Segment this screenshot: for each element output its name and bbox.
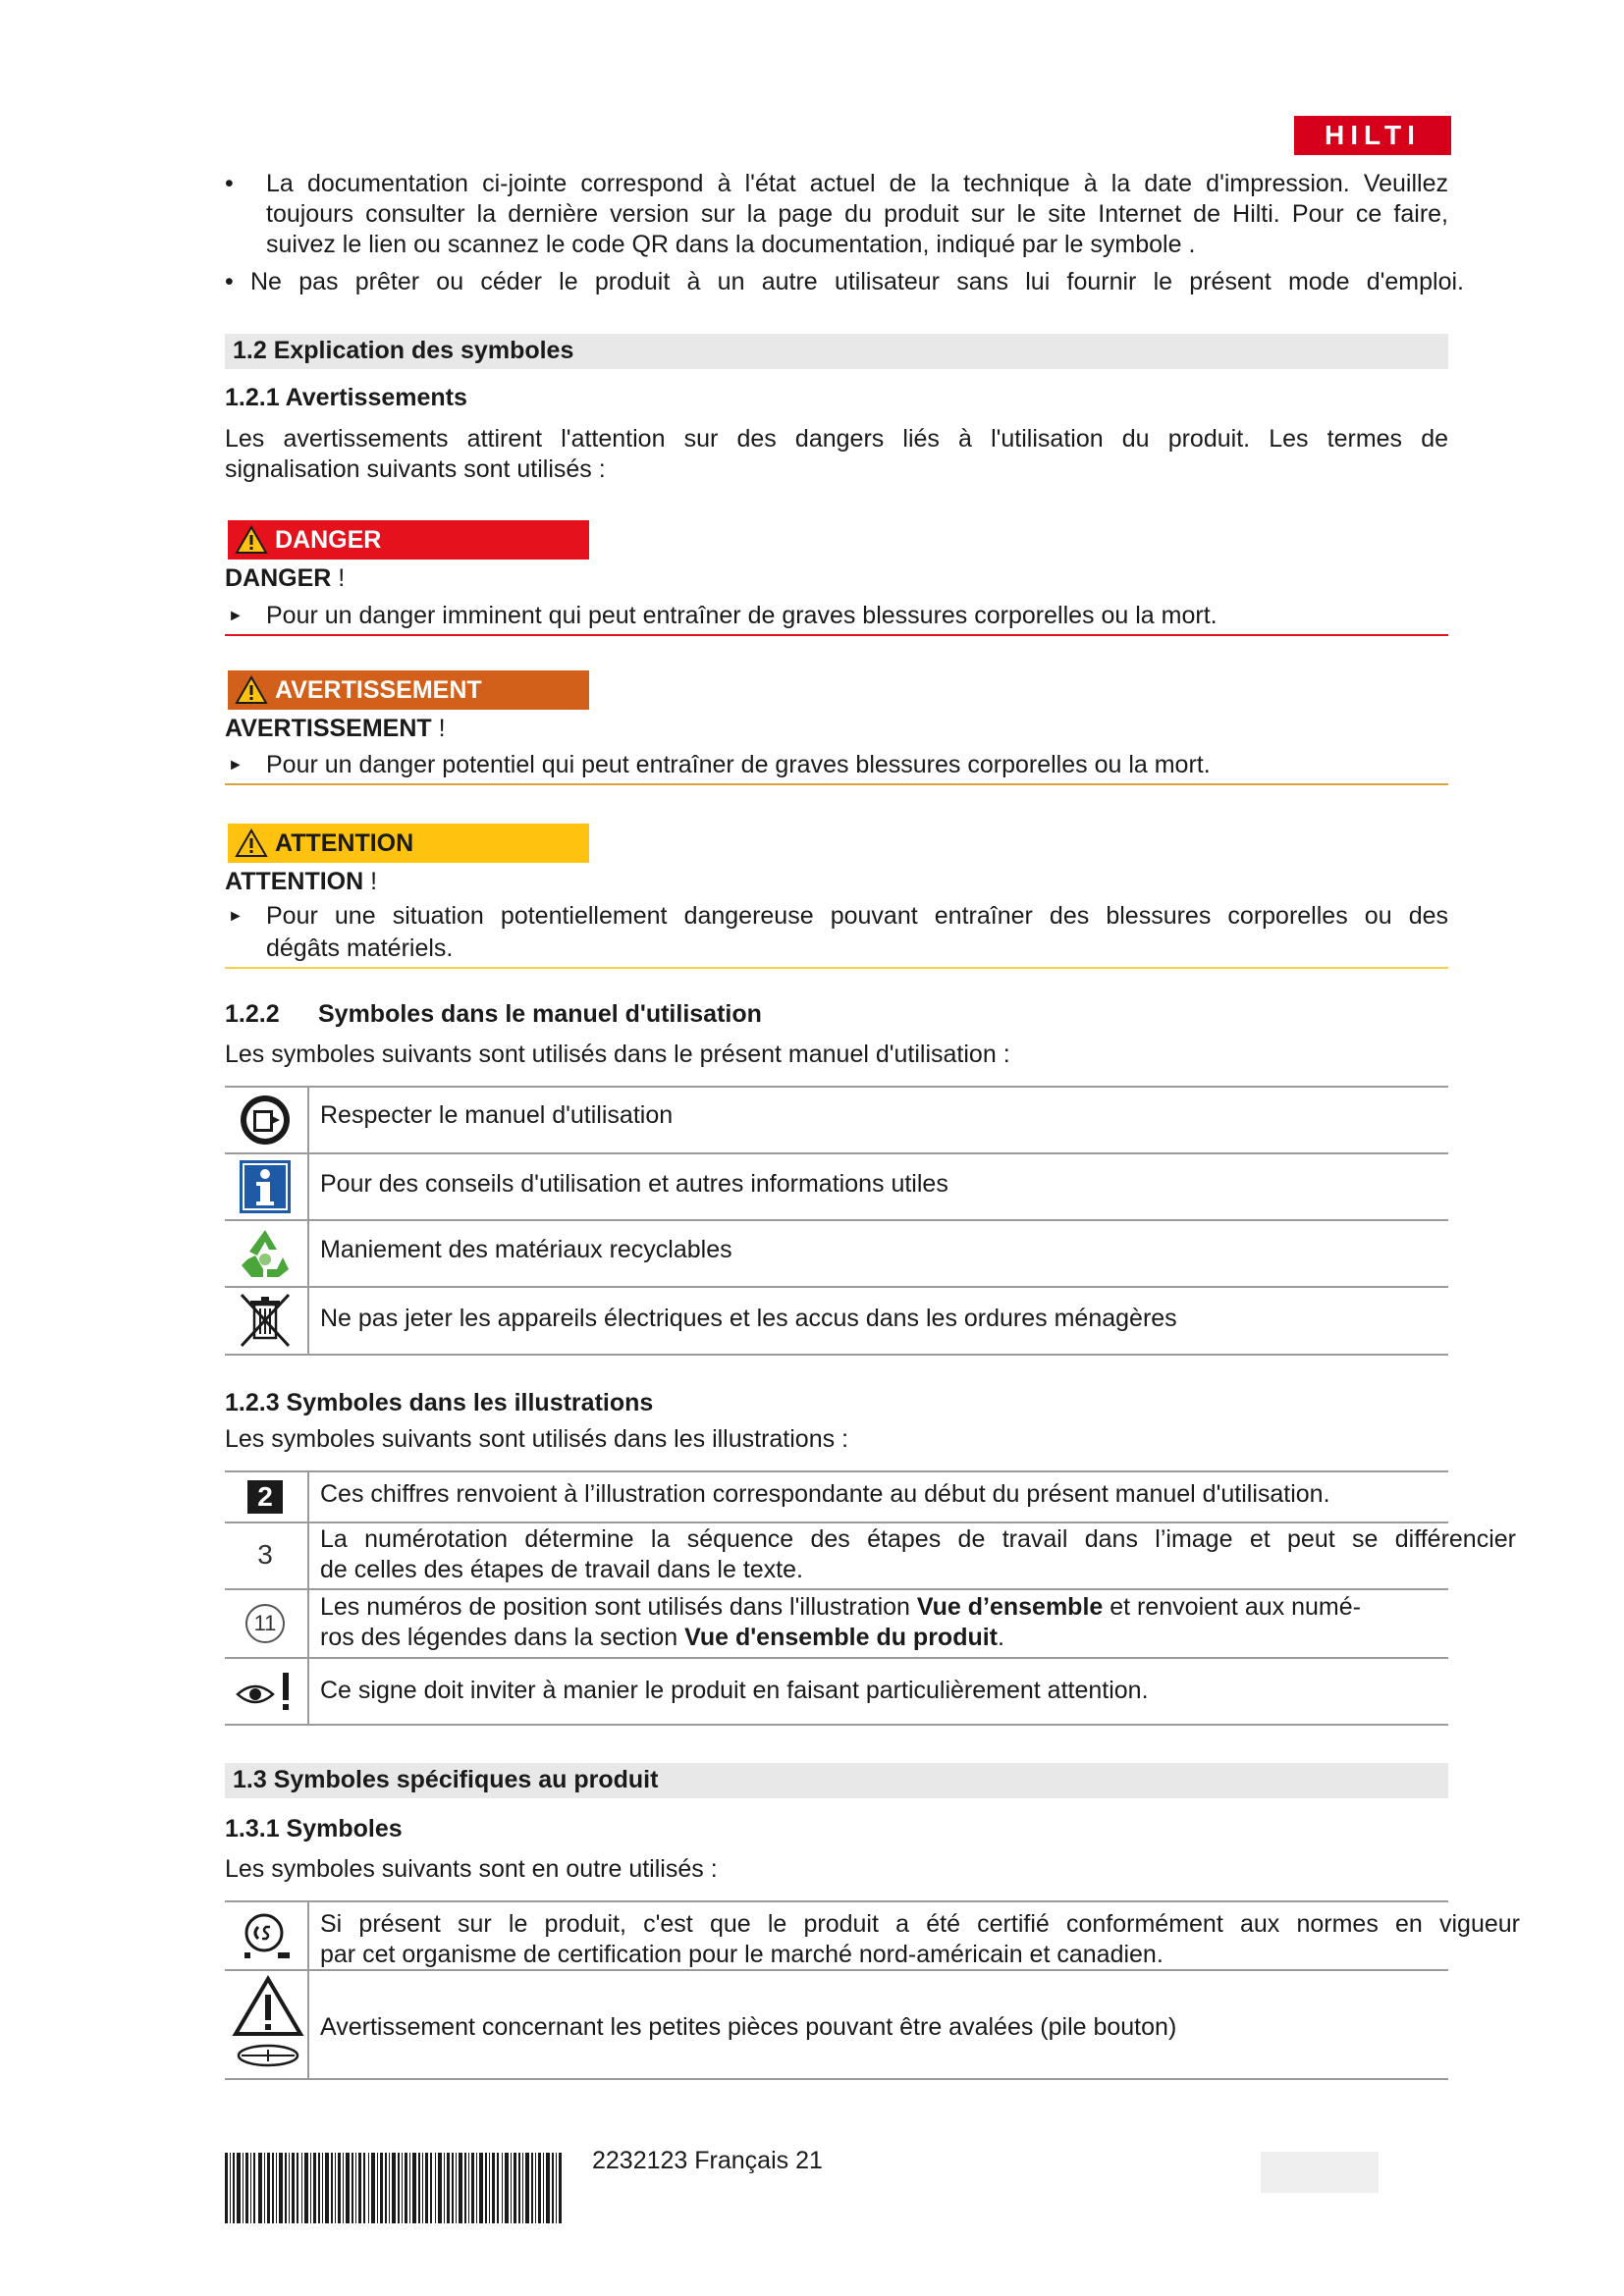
position-row-l2b: Vue d'ensemble du produit — [684, 1624, 999, 1651]
warning-desc: Pour un danger potentiel qui peut entraîner de graves blessures corporelles ou la mort. — [266, 751, 1211, 778]
csa-row-line2: par cet organisme de certification pour le marché nord-américain et canadien. — [320, 1941, 1164, 1968]
heading-1-2-1: 1.2.1 Avertissements — [225, 384, 467, 411]
manual-symbols-intro: Les symboles suivants sont utilisés dans le présent manuel d'utilisation : — [225, 1041, 1010, 1068]
warnings-intro-line1: Les avertissements attirent l'attention sur des dangers liés à l'utilisation du produit. Les termes de — [225, 425, 1448, 453]
manual-icon — [236, 1093, 295, 1148]
warning-triangle-icon — [228, 675, 275, 705]
table-rule — [225, 2078, 1448, 2080]
barcode — [225, 2153, 563, 2223]
table-rule — [225, 1286, 1448, 1288]
coin-cell-row-text: Avertissement concernant les petites pièces pouvant être avalées (pile bouton) — [320, 2013, 1177, 2041]
csa-icon — [240, 1908, 295, 1963]
position-row-line1 — [320, 1592, 1361, 1623]
warning-rule — [225, 783, 1448, 785]
caution-rule — [225, 967, 1448, 969]
manual-row-text: Respecter le manuel d'utilisation — [320, 1101, 674, 1129]
position-number-icon — [245, 1604, 285, 1643]
arrow-bullet-icon: ► — [228, 757, 244, 774]
caution-banner-label: ATTENTION — [275, 828, 414, 857]
caution-term-exclaim: ! — [363, 868, 378, 895]
table-column-divider — [307, 1470, 309, 1724]
warning-term — [225, 714, 446, 744]
table-rule — [225, 1588, 1448, 1590]
table-column-divider — [307, 1086, 309, 1354]
section-title-1-3: 1.3 Symboles spécifiques au produit — [233, 1766, 659, 1793]
info-icon — [236, 1158, 295, 1215]
warning-triangle-icon — [228, 828, 275, 858]
danger-desc: Pour un danger imminent qui peut entraîner de graves blessures corporelles ou la mort. — [266, 602, 1218, 629]
coin-cell-warning-icon — [232, 1975, 304, 2073]
figure-row-text: Ces chiffres renvoient à l’illustration correspondante au début du présent manuel d'utilisation. — [320, 1480, 1330, 1508]
table-column-divider — [307, 1900, 309, 2078]
position-row-l2a: ros des légendes dans la section — [320, 1624, 685, 1651]
position-number-glyph: 11 — [253, 1611, 277, 1635]
danger-term — [225, 563, 345, 594]
danger-banner-label: DANGER — [275, 525, 382, 554]
footer-page-number: 21 — [795, 2147, 823, 2174]
table-rule — [225, 1900, 1448, 1902]
caution-desc-line1: Pour une situation potentiellement dangereuse pouvant entraîner des blessures corporelles ou des — [266, 902, 1448, 930]
eye-attention-icon — [234, 1667, 298, 1716]
table-rule — [225, 1724, 1448, 1726]
warning-banner-label: AVERTISSEMENT — [275, 675, 482, 704]
table-rule — [225, 1086, 1448, 1088]
position-row-l1a: Les numéros de position sont utilisés dans l'illustration — [320, 1593, 917, 1621]
bin-row-text: Ne pas jeter les appareils électriques et les accus dans les ordures ménagères — [320, 1305, 1177, 1332]
position-row-l1b: Vue d’ensemble — [916, 1593, 1104, 1621]
danger-banner — [228, 520, 589, 560]
warning-banner — [228, 670, 589, 710]
recycle-row-text: Maniement des matériaux recyclables — [320, 1236, 732, 1263]
warning-triangle-icon — [228, 525, 275, 555]
step-number-icon — [247, 1537, 283, 1573]
warning-term-bold: AVERTISSEMENT — [225, 715, 432, 742]
section-title-1-2: 1.2 Explication des symboles — [233, 337, 574, 364]
danger-term-bold: DANGER — [225, 564, 332, 592]
intro-bullet1-line3: suivez le lien ou scannez le code QR dans la documentation, indiqué par le symbole . — [266, 231, 1196, 258]
intro-bullet1-line2: toujours consulter la dernière version sur la page du produit sur le site Internet de Hilti. Pour ce faire, — [266, 200, 1448, 228]
intro-bullet1-line1: La documentation ci-jointe correspond à l'état actuel de la technique à la date d'impression. Veuillez — [266, 170, 1448, 197]
step-row-line1: La numérotation détermine la séquence des étapes de travail dans l’image et peut se différencier — [320, 1525, 1516, 1553]
recycle-icon — [236, 1225, 295, 1282]
hilti-logo-text: HILTI — [1325, 120, 1421, 150]
section-bar-1-3 — [225, 1763, 1448, 1798]
danger-term-exclaim: ! — [331, 564, 346, 592]
heading-1-2-3: 1.2.3 Symboles dans les illustrations — [225, 1389, 654, 1416]
attention-row-text: Ce signe doit inviter à manier le produit en faisant particulièrement attention. — [320, 1677, 1149, 1704]
caution-desc-line2: dégâts matériels. — [266, 934, 454, 962]
intro-bullet2: Ne pas prêter ou céder le produit à un autre utilisateur sans lui fournir le présent mode d'emploi. — [250, 268, 1464, 295]
csa-row-line1: Si présent sur le produit, c'est que le produit a été certifié conformément aux normes en vigueur — [320, 1910, 1520, 1938]
bullet-dot: • — [225, 170, 234, 197]
caution-term — [225, 867, 377, 897]
arrow-bullet-icon: ► — [228, 908, 244, 925]
table-rule — [225, 1219, 1448, 1221]
product-symbols-intro: Les symboles suivants sont en outre utilisés : — [225, 1855, 718, 1883]
heading-1-2-2-title: Symboles dans le manuel d'utilisation — [318, 1000, 762, 1028]
bullet-dot: • — [225, 268, 234, 295]
arrow-bullet-icon: ► — [228, 608, 244, 624]
section-bar-1-2 — [225, 334, 1448, 369]
footer-info — [592, 2146, 823, 2176]
step-number-glyph: 3 — [257, 1539, 273, 1570]
warning-term-exclaim: ! — [431, 715, 446, 742]
illustration-symbols-intro: Les symboles suivants sont utilisés dans les illustrations : — [225, 1425, 849, 1453]
footer-gray-box — [1261, 2152, 1379, 2193]
step-row-line2: de celles des étapes de travail dans le texte. — [320, 1556, 803, 1583]
table-rule — [225, 1152, 1448, 1154]
position-row-l2c: . — [998, 1624, 1004, 1651]
position-row-l1c: et renvoient aux numé- — [1103, 1593, 1361, 1621]
footer-code: 2232123 — [592, 2147, 688, 2174]
table-rule — [225, 1657, 1448, 1659]
hilti-logo — [1294, 116, 1451, 155]
figure-number-icon — [247, 1480, 283, 1514]
caution-banner — [228, 824, 589, 863]
info-row-text: Pour des conseils d'utilisation et autres informations utiles — [320, 1170, 948, 1198]
table-rule — [225, 1522, 1448, 1523]
crossed-bin-icon — [234, 1290, 297, 1351]
danger-rule — [225, 634, 1448, 636]
position-row-line2 — [320, 1623, 1004, 1653]
table-rule — [225, 1470, 1448, 1472]
figure-number-glyph: 2 — [257, 1481, 273, 1512]
footer-language: Français — [694, 2147, 789, 2174]
warnings-intro-line2: signalisation suivants sont utilisés : — [225, 455, 606, 483]
table-rule — [225, 1354, 1448, 1356]
heading-1-3-1: 1.3.1 Symboles — [225, 1815, 403, 1842]
heading-1-2-2-number: 1.2.2 — [225, 1000, 280, 1028]
caution-term-bold: ATTENTION — [225, 868, 364, 895]
